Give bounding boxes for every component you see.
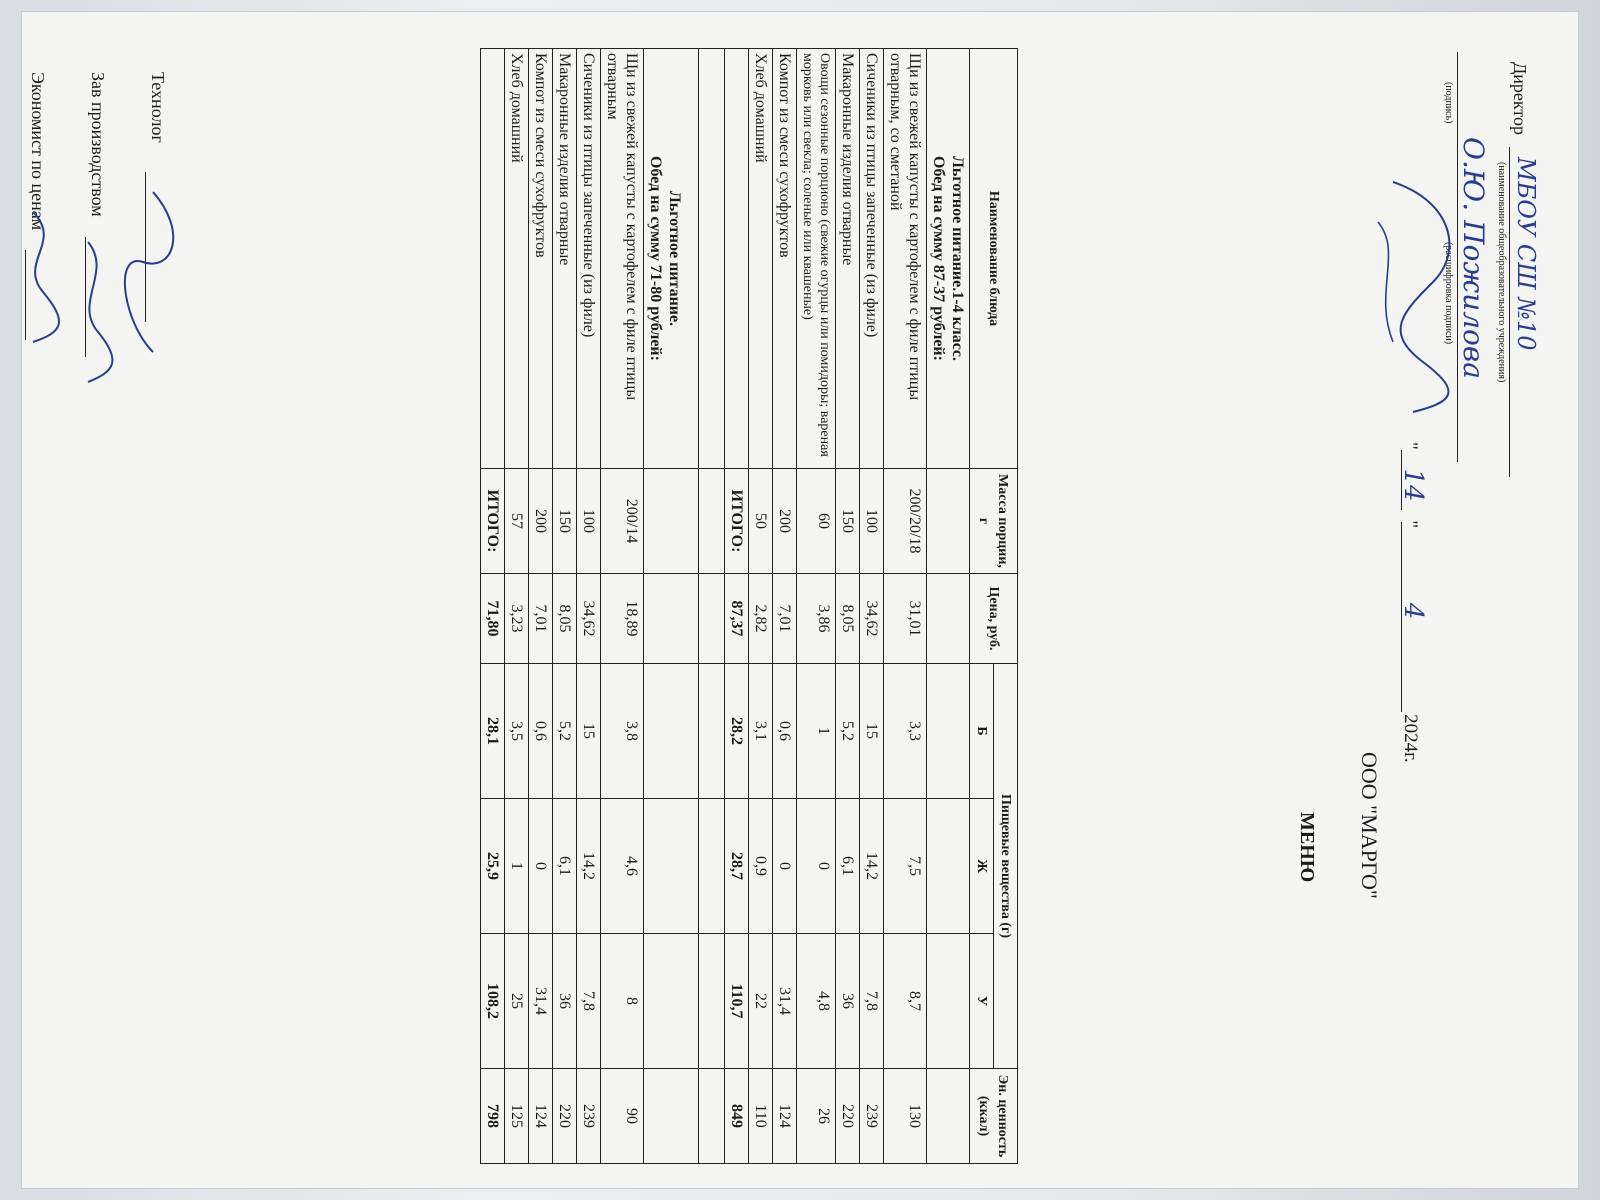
header-dish-name: Наименование блюда <box>970 49 1018 469</box>
dish-kcal: 130 <box>884 1069 927 1164</box>
dish-mass: 200/14 <box>601 469 644 574</box>
dish-price: 7,01 <box>773 574 797 664</box>
dish-price: 8,05 <box>553 574 577 664</box>
dish-price: 34,62 <box>577 574 601 664</box>
table-row <box>884 49 927 1164</box>
menu-title: МЕНЮ <box>1296 812 1318 883</box>
economist-label: Экономист по ценам <box>28 72 48 231</box>
handwritten-signature-name: О.Ю. Пожилова <box>1457 137 1490 379</box>
date-month-underline <box>1401 522 1402 712</box>
decode-caption: (расшифровка подписи) <box>1443 242 1454 345</box>
dish-proteins: 15 <box>860 664 884 799</box>
footer-signatures-icon <box>13 182 183 422</box>
dish-price: 7,01 <box>529 574 553 664</box>
dish-name: Сиченики из птицы запеченные (из филе) <box>577 49 601 469</box>
dish-fats: 1 <box>505 799 529 934</box>
total-fats: 25,9 <box>481 799 505 934</box>
dish-carbs: 8,7 <box>884 934 927 1069</box>
dish-carbs: 4,8 <box>797 934 836 1069</box>
dish-name: Компот из смеси сухофруктов <box>773 49 797 469</box>
dish-kcal: 124 <box>773 1069 797 1164</box>
signature-scribble-icon <box>1363 162 1473 422</box>
dish-mass: 200 <box>529 469 553 574</box>
table-row <box>529 49 553 1164</box>
header-energy: Эн. ценность (ккал) <box>970 1069 1018 1164</box>
total-carbs: 110,7 <box>725 934 749 1069</box>
dish-proteins: 3,3 <box>884 664 927 799</box>
dish-mass: 50 <box>749 469 773 574</box>
table-row <box>797 49 836 1164</box>
table-row <box>860 49 884 1164</box>
dish-fats: 6,1 <box>836 799 860 934</box>
director-line <box>1509 147 1510 477</box>
dish-mass: 150 <box>836 469 860 574</box>
section-title-line2: Обед на сумму 71-80 рублей: <box>647 156 664 361</box>
section-title-line1: Льготное питание. <box>666 190 683 327</box>
dish-fats: 0 <box>797 799 836 934</box>
table-row <box>505 49 529 1164</box>
dish-kcal: 220 <box>553 1069 577 1164</box>
dish-carbs: 31,4 <box>529 934 553 1069</box>
dish-carbs: 36 <box>836 934 860 1069</box>
dish-price: 3,86 <box>797 574 836 664</box>
dish-mass: 100 <box>860 469 884 574</box>
date-year: 2024г. <box>1400 714 1421 763</box>
total-proteins: 28,1 <box>481 664 505 799</box>
table-row <box>836 49 860 1164</box>
dish-mass: 100 <box>577 469 601 574</box>
dish-name: Щи из свежей капусты с картофелем с филе птицы отварным <box>601 49 644 469</box>
section-title-line1: Льготное питание.1-4 класс. <box>949 156 966 361</box>
spacer-row <box>699 49 725 1164</box>
dish-price: 34,62 <box>860 574 884 664</box>
dish-name: Щи из свежей капусты с картофелем с филе птицы отварным, со сметаной <box>884 49 927 469</box>
total-fats: 28,7 <box>725 799 749 934</box>
header-price: Цена, руб. <box>970 574 1018 664</box>
dish-kcal: 220 <box>836 1069 860 1164</box>
dish-kcal: 239 <box>577 1069 601 1164</box>
total-price: 71,80 <box>481 574 505 664</box>
total-row <box>725 49 749 1164</box>
header-proteins: Б <box>970 664 994 799</box>
menu-document <box>22 12 1578 1188</box>
dish-proteins: 3,5 <box>505 664 529 799</box>
header-nutrients: Пищевые вещества (г) <box>994 664 1018 1069</box>
dish-price: 31,01 <box>884 574 927 664</box>
dish-proteins: 15 <box>577 664 601 799</box>
date-day: 14 <box>1398 468 1428 502</box>
dish-proteins: 0,6 <box>529 664 553 799</box>
dish-proteins: 5,2 <box>836 664 860 799</box>
table-row <box>601 49 644 1164</box>
dish-fats: 0 <box>773 799 797 934</box>
dish-proteins: 5,2 <box>553 664 577 799</box>
date-quote-open: " <box>1400 442 1421 450</box>
dish-fats: 14,2 <box>577 799 601 934</box>
dish-price: 18,89 <box>601 574 644 664</box>
dish-price: 8,05 <box>836 574 860 664</box>
total-price: 87,37 <box>725 574 749 664</box>
total-row <box>481 49 505 1164</box>
dish-kcal: 26 <box>797 1069 836 1164</box>
institution-caption: (наименование общеобразовательного учреждения) <box>1496 162 1507 383</box>
total-proteins: 28,2 <box>725 664 749 799</box>
dish-name: Компот из смеси сухофруктов <box>529 49 553 469</box>
dish-proteins: 3,1 <box>749 664 773 799</box>
dish-fats: 4,6 <box>601 799 644 934</box>
dish-fats: 6,1 <box>553 799 577 934</box>
dish-carbs: 31,4 <box>773 934 797 1069</box>
company-name: ООО "МАРГО" <box>1357 752 1382 899</box>
date-day-underline <box>1401 450 1402 510</box>
table-row <box>553 49 577 1164</box>
dish-mass: 150 <box>553 469 577 574</box>
dish-name: Макаронные изделия отварные <box>836 49 860 469</box>
header-mass: Масса порции, г <box>970 469 1018 574</box>
dish-proteins: 0,6 <box>773 664 797 799</box>
table-row <box>577 49 601 1164</box>
dish-price: 3,23 <box>505 574 529 664</box>
total-kcal: 849 <box>725 1069 749 1164</box>
dish-kcal: 124 <box>529 1069 553 1164</box>
total-label: ИТОГО: <box>481 469 505 574</box>
table-header-row <box>994 49 1018 1164</box>
dish-fats: 0 <box>529 799 553 934</box>
menu-table <box>480 48 1018 1164</box>
section-title-line2: Обед на сумму 87-37 рублей: <box>930 156 947 361</box>
dish-kcal: 125 <box>505 1069 529 1164</box>
dish-name: Макаронные изделия отварные <box>553 49 577 469</box>
dish-name: Сиченики из птицы запеченные (из филе) <box>860 49 884 469</box>
dish-carbs: 8 <box>601 934 644 1069</box>
dish-kcal: 90 <box>601 1069 644 1164</box>
date-quote-close: " <box>1400 520 1421 529</box>
date-month: 4 <box>1398 602 1428 620</box>
dish-mass: 200 <box>773 469 797 574</box>
header-fats: Ж <box>970 799 994 934</box>
technologist-label: Технолог <box>148 72 168 143</box>
production-head-label: Зав производством <box>88 72 108 217</box>
table-row <box>749 49 773 1164</box>
director-handwritten-school: МБОУ СШ №10 <box>1512 157 1540 351</box>
section-title-row <box>927 49 970 1164</box>
dish-fats: 14,2 <box>860 799 884 934</box>
dish-mass: 57 <box>505 469 529 574</box>
dish-name: Хлеб домашний <box>749 49 773 469</box>
dish-kcal: 110 <box>749 1069 773 1164</box>
table-row <box>773 49 797 1164</box>
date-line <box>1398 442 1428 763</box>
dish-proteins: 3,8 <box>601 664 644 799</box>
dish-name: Хлеб домашний <box>505 49 529 469</box>
director-label: Директор <box>1510 62 1530 136</box>
dish-carbs: 36 <box>553 934 577 1069</box>
signature-caption: (подпись) <box>1443 82 1454 124</box>
total-label: ИТОГО: <box>725 469 749 574</box>
section-title-row <box>644 49 699 1164</box>
total-kcal: 798 <box>481 1069 505 1164</box>
dish-carbs: 7,8 <box>860 934 884 1069</box>
dish-proteins: 1 <box>797 664 836 799</box>
dish-carbs: 22 <box>749 934 773 1069</box>
dish-name: Овощи сезонные порционо (свежие огурцы или помидоры; вареная морковь или свекла; соленые или квашеные) <box>797 49 836 469</box>
dish-fats: 7,5 <box>884 799 927 934</box>
dish-mass: 200/20/18 <box>884 469 927 574</box>
total-carbs: 108,2 <box>481 934 505 1069</box>
dish-carbs: 25 <box>505 934 529 1069</box>
header-carbs: У <box>970 934 994 1069</box>
dish-kcal: 239 <box>860 1069 884 1164</box>
dish-mass: 60 <box>797 469 836 574</box>
dish-fats: 0,9 <box>749 799 773 934</box>
dish-price: 2,82 <box>749 574 773 664</box>
dish-carbs: 7,8 <box>577 934 601 1069</box>
